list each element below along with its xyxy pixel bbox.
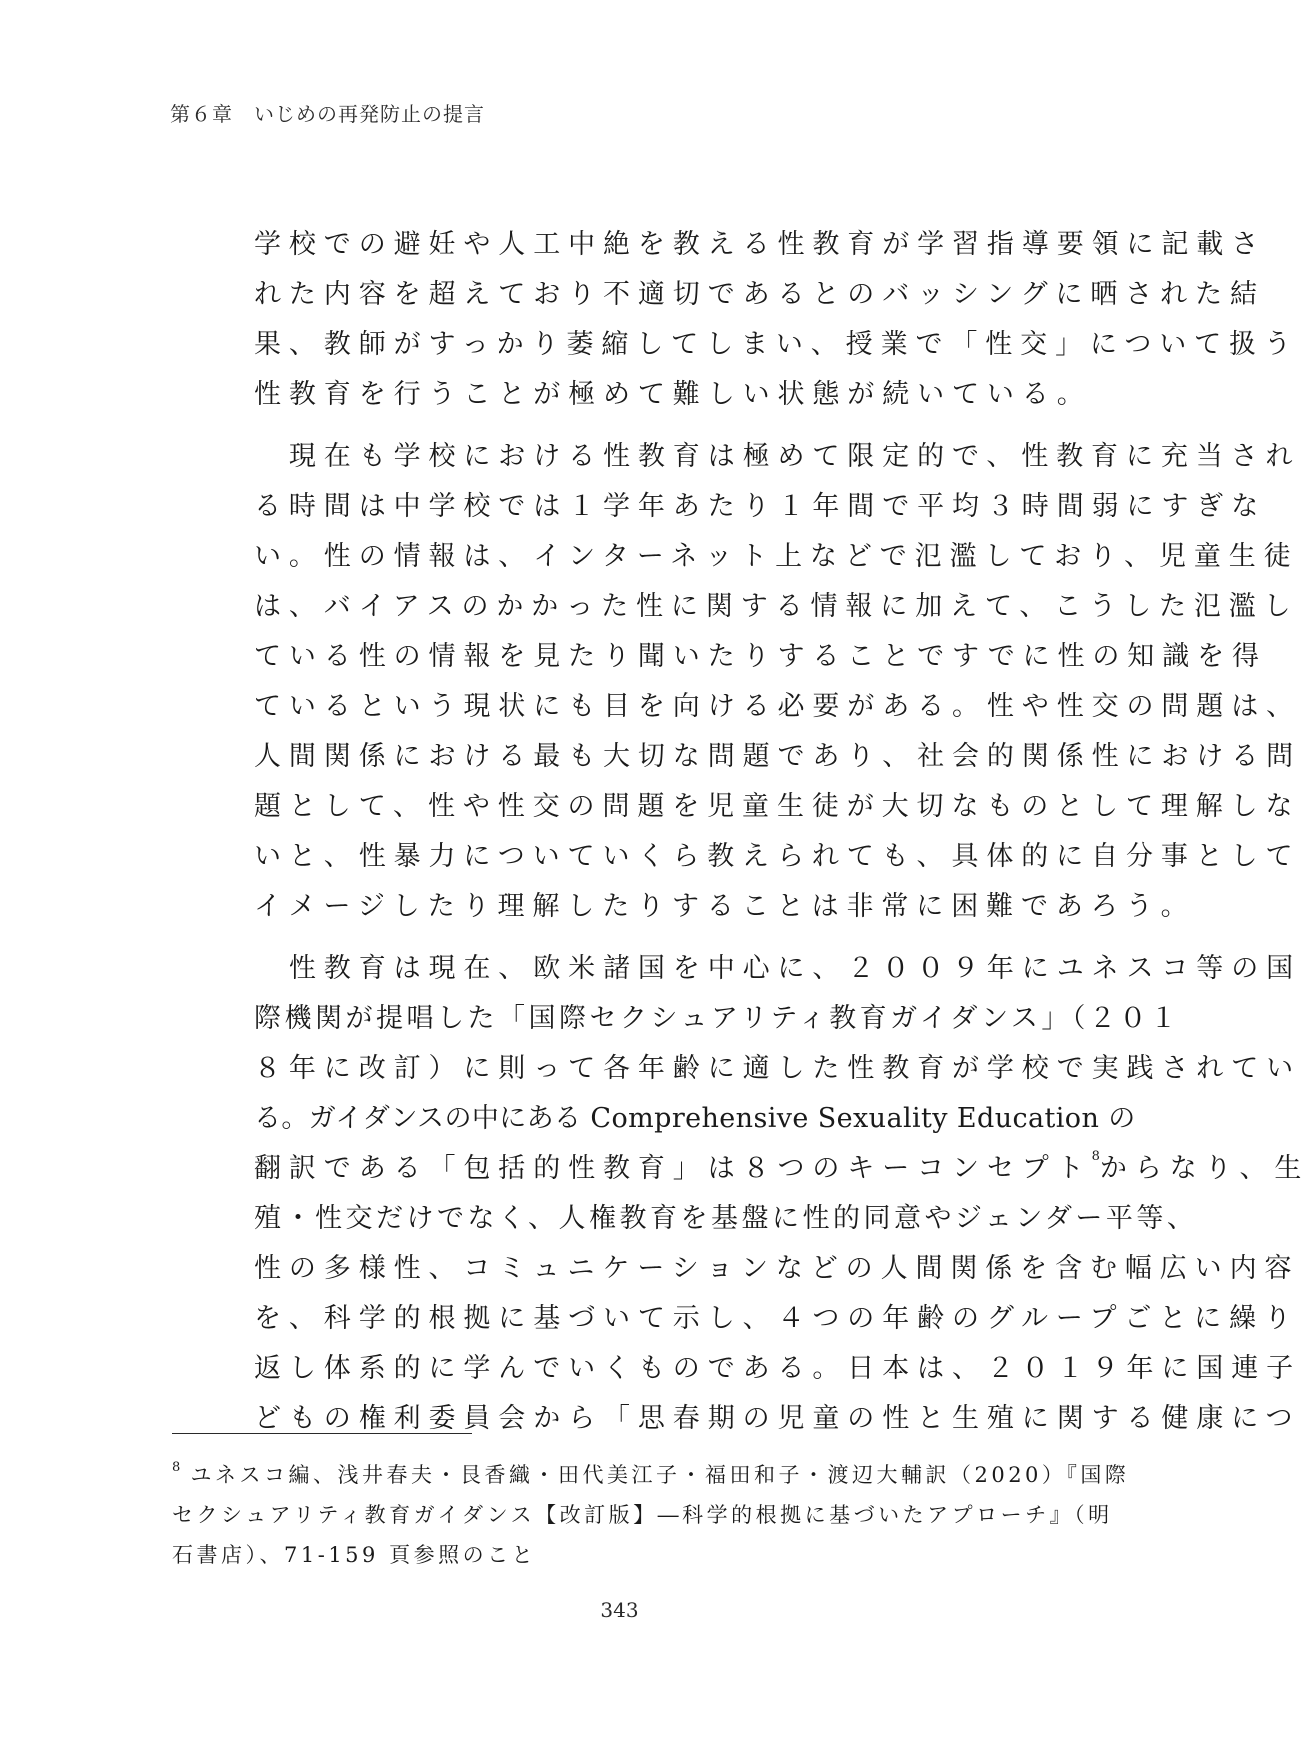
- running-header: 第６章 いじめの再発防止の提言: [170, 102, 485, 126]
- text-line: 際機関が提唱した「国際セクシュアリティ教育ガイダンス」（２０１: [254, 1003, 1181, 1034]
- text-line: 人間関係における最も大切な問題であり、社会的関係性における問: [254, 741, 1301, 772]
- text-line: は、バイアスのかかった性に関する情報に加えて、こうした氾濫し: [254, 591, 1299, 622]
- text-line: 返し体系的に学んでいくものである。日本は、２０１９年に国連子: [254, 1353, 1301, 1384]
- text-line: る時間は中学校では１学年あたり１年間で平均３時間弱にすぎな: [254, 491, 1267, 522]
- footnote-marker: 8: [172, 1460, 181, 1475]
- footnote-line: セクシュアリティ教育ガイダンス【改訂版】―科学的根拠に基づいたアプローチ』（明: [172, 1503, 1113, 1527]
- text-line-with-footnote: [254, 1144, 1309, 1194]
- paragraph-1: [254, 220, 1299, 420]
- text-segment: からなり、生: [1099, 1153, 1309, 1184]
- text-line: ８年に改訂）に則って各年齢に適した性教育が学校で実践されてい: [254, 1053, 1301, 1084]
- footnote-line: 石書店）、71-159 頁参照のこと: [172, 1543, 537, 1567]
- text-line: どもの権利委員会から「思春期の児童の性と生殖に関する健康につ: [254, 1403, 1301, 1434]
- text-line: 題として、性や性交の問題を児童生徒が大切なものとして理解しな: [254, 791, 1301, 822]
- text-line: 果、教師がすっかり萎縮してしまい、授業で「性交」について扱う: [254, 329, 1299, 360]
- text-line: れた内容を超えており不適切であるとのバッシングに晒された結: [254, 279, 1265, 310]
- text-line: い。性の情報は、インターネット上などで氾濫しており、児童生徒: [254, 541, 1299, 572]
- text-line: を、科学的根拠に基づいて示し、４つの年齢のグループごとに繰り: [254, 1303, 1299, 1334]
- text-line: いと、性暴力についていくら教えられても、具体的に自分事として: [254, 841, 1301, 872]
- footnote-reference[interactable]: 8: [1091, 1149, 1100, 1164]
- text-line: ている性の情報を見たり聞いたりすることですでに性の知識を得: [254, 641, 1267, 672]
- page-number: 343: [600, 1598, 639, 1622]
- text-line: 性教育は現在、欧米諸国を中心に、２００９年にユネスコ等の国: [254, 953, 1301, 984]
- body-text: [254, 220, 1309, 1456]
- footnote-text: ユネスコ編、浅井春夫・艮香織・田代美江子・福田和子・渡辺大輔訳（2020）『国際: [190, 1463, 1130, 1487]
- footnote-divider: [172, 1433, 472, 1434]
- text-line: ているという現状にも目を向ける必要がある。性や性交の問題は、: [254, 691, 1301, 722]
- text-line: 性教育を行うことが極めて難しい状態が続いている。: [254, 379, 1092, 410]
- paragraph-2: [254, 432, 1301, 932]
- text-line: 殖・性交だけでなく、人権教育を基盤に性的同意やジェンダー平等、: [254, 1203, 1198, 1234]
- text-line: 学校での避妊や人工中絶を教える性教育が学習指導要領に記載さ: [254, 229, 1267, 260]
- text-segment: 翻訳である「包括的性教育」は８つのキーコンセプト: [254, 1153, 1092, 1184]
- footnote: [172, 1455, 1130, 1575]
- text-line: 現在も学校における性教育は極めて限定的で、性教育に充当され: [254, 441, 1301, 472]
- text-line: る。ガイダンスの中にある Comprehensive Sexuality Education の: [254, 1103, 1136, 1134]
- footnote-line: [172, 1455, 1130, 1495]
- text-line: イメージしたり理解したりすることは非常に困難であろう。: [254, 891, 1196, 922]
- text-line: 性の多様性、コミュニケーションなどの人間関係を含む幅広い内容: [254, 1253, 1300, 1284]
- paragraph-3: [254, 944, 1309, 1444]
